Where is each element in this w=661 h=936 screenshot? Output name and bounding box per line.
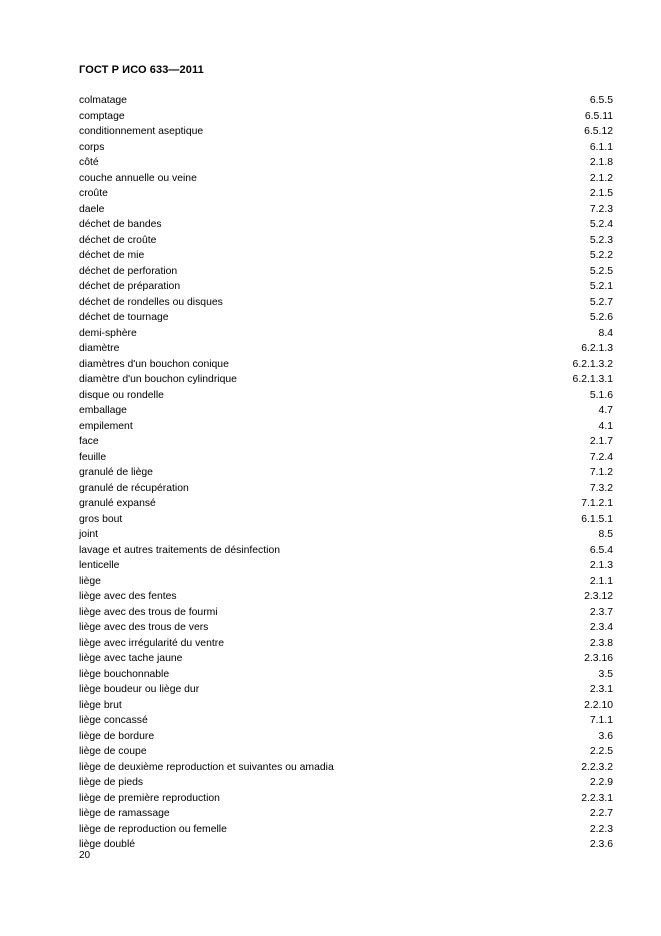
page-header: ГОСТ Р ИСО 633—2011 xyxy=(79,64,204,76)
index-term: déchet de perforation xyxy=(79,265,178,277)
index-entry xyxy=(79,419,613,435)
index-reference: 6.2.1.3.1 xyxy=(572,374,613,385)
index-reference: 6.1.5.1 xyxy=(581,513,613,525)
index-reference: 2.2.5 xyxy=(589,746,613,757)
index-entry xyxy=(79,822,613,838)
index-reference: 3.5 xyxy=(598,668,613,680)
index-reference: 7.2.4 xyxy=(589,451,613,463)
index-term: corps xyxy=(79,141,105,153)
index-entry xyxy=(79,527,613,543)
index-reference: 2.3.7 xyxy=(589,606,613,618)
index-entry xyxy=(79,295,613,311)
index-entry xyxy=(79,620,613,636)
index-entry xyxy=(79,233,613,249)
index-reference: 5.2.4 xyxy=(589,219,613,230)
index-term: liège de coupe xyxy=(79,746,147,757)
index-entry xyxy=(79,217,613,233)
index-reference: 2.1.7 xyxy=(589,436,613,447)
index-reference: 8.5 xyxy=(598,529,613,540)
index-entry xyxy=(79,512,613,528)
index-entry xyxy=(79,558,613,574)
index-list xyxy=(79,93,613,853)
index-reference: 8.4 xyxy=(598,327,613,339)
index-entry xyxy=(79,372,613,388)
index-reference: 3.6 xyxy=(598,730,613,742)
index-reference: 7.1.2.1 xyxy=(581,498,613,509)
index-term: conditionnement aseptique xyxy=(79,126,204,137)
index-term: déchet de tournage xyxy=(79,312,169,323)
index-term: granulé expansé xyxy=(79,498,156,509)
index-entry xyxy=(79,155,613,171)
index-entry xyxy=(79,93,613,109)
index-reference: 2.1.1 xyxy=(589,575,613,587)
index-entry xyxy=(79,326,613,342)
index-reference: 2.3.4 xyxy=(589,622,613,633)
index-term: granulé de récupération xyxy=(79,482,189,494)
index-reference: 2.3.6 xyxy=(589,839,613,850)
index-term: couche annuelle ou veine xyxy=(79,172,197,184)
index-term: liège xyxy=(79,575,101,587)
index-entry xyxy=(79,264,613,280)
index-term: liège de reproduction ou femelle xyxy=(79,823,227,835)
index-reference: 4.7 xyxy=(598,405,613,416)
index-reference: 6.2.1.3.2 xyxy=(572,358,613,370)
index-term: liège de pieds xyxy=(79,777,144,788)
index-term: liège avec irrégularité du ventre xyxy=(79,637,224,649)
index-term: liège doublé xyxy=(79,839,136,850)
index-term: face xyxy=(79,436,99,447)
index-entry xyxy=(79,806,613,822)
index-entry xyxy=(79,667,613,683)
index-term: demi-sphère xyxy=(79,327,137,339)
index-entry xyxy=(79,310,613,326)
index-entry xyxy=(79,729,613,745)
index-term: liège de ramassage xyxy=(79,808,170,819)
index-term: lenticelle xyxy=(79,560,120,571)
index-term: liège concassé xyxy=(79,715,148,726)
page-number: 20 xyxy=(79,850,91,861)
index-term: liège brut xyxy=(79,699,122,711)
index-term: liège boudeur ou liège dur xyxy=(79,684,200,695)
index-entry xyxy=(79,574,613,590)
index-reference: 5.2.2 xyxy=(589,250,613,261)
index-term: déchet de croûte xyxy=(79,234,157,246)
index-reference: 6.5.12 xyxy=(584,126,613,137)
index-term: côté xyxy=(79,157,99,168)
index-term: déchet de préparation xyxy=(79,281,181,292)
index-reference: 2.2.7 xyxy=(589,808,613,819)
index-entry xyxy=(79,775,613,791)
index-term: liège de première reproduction xyxy=(79,792,220,804)
index-term: colmatage xyxy=(79,95,127,106)
index-term: liège avec tache jaune xyxy=(79,653,183,664)
index-entry xyxy=(79,357,613,373)
index-reference: 5.2.3 xyxy=(589,234,613,246)
index-term: croûte xyxy=(79,188,108,199)
index-entry xyxy=(79,186,613,202)
index-term: liège bouchonnable xyxy=(79,668,170,680)
index-reference: 7.2.3 xyxy=(589,203,613,215)
index-term: joint xyxy=(79,529,99,540)
index-reference: 2.1.3 xyxy=(589,560,613,571)
index-term: liège de bordure xyxy=(79,730,155,742)
index-term: liège avec des trous de vers xyxy=(79,622,209,633)
index-term: diamètres d'un bouchon conique xyxy=(79,358,229,370)
index-term: comptage xyxy=(79,110,125,122)
index-entry xyxy=(79,403,613,419)
index-term: déchet de rondelles ou disques xyxy=(79,296,223,308)
index-term: déchet de mie xyxy=(79,250,145,261)
index-term: feuille xyxy=(79,451,107,463)
index-term: gros bout xyxy=(79,513,123,525)
index-entry xyxy=(79,589,613,605)
index-reference: 6.5.11 xyxy=(584,110,613,122)
index-reference: 6.5.4 xyxy=(589,544,613,556)
index-entry xyxy=(79,682,613,698)
index-term: diamètre xyxy=(79,343,120,354)
index-term: liège avec des trous de fourmi xyxy=(79,606,218,618)
index-entry xyxy=(79,140,613,156)
index-term: diamètre d'un bouchon cylindrique xyxy=(79,374,237,385)
index-reference: 2.2.9 xyxy=(589,777,613,788)
index-entry xyxy=(79,837,613,853)
index-reference: 2.3.12 xyxy=(584,591,613,602)
index-entry xyxy=(79,481,613,497)
index-entry xyxy=(79,465,613,481)
index-entry xyxy=(79,434,613,450)
index-reference: 2.3.8 xyxy=(589,637,613,649)
index-entry xyxy=(79,202,613,218)
index-term: disque ou rondelle xyxy=(79,389,164,401)
index-term: daele xyxy=(79,203,105,215)
index-entry xyxy=(79,713,613,729)
index-reference: 6.5.5 xyxy=(589,95,613,106)
index-entry xyxy=(79,496,613,512)
index-reference: 2.2.3.1 xyxy=(581,792,613,804)
index-entry xyxy=(79,341,613,357)
index-entry xyxy=(79,636,613,652)
index-reference: 2.3.16 xyxy=(584,653,613,664)
index-reference: 5.2.5 xyxy=(589,265,613,277)
index-term: liège de deuxième reproduction et suivantes ou amadia xyxy=(79,761,334,773)
index-entry xyxy=(79,651,613,667)
index-reference: 5.2.7 xyxy=(589,296,613,308)
index-term: déchet de bandes xyxy=(79,219,162,230)
index-reference: 7.1.1 xyxy=(589,715,613,726)
index-entry xyxy=(79,698,613,714)
index-entry xyxy=(79,124,613,140)
index-term: lavage et autres traitements de désinfection xyxy=(79,544,281,556)
index-reference: 2.1.5 xyxy=(589,188,613,199)
index-reference: 7.1.2 xyxy=(589,467,613,478)
index-reference: 7.3.2 xyxy=(589,482,613,494)
index-reference: 6.1.1 xyxy=(589,141,613,153)
index-entry xyxy=(79,605,613,621)
index-entry xyxy=(79,109,613,125)
index-term: empilement xyxy=(79,420,133,432)
index-entry xyxy=(79,171,613,187)
index-reference: 2.3.1 xyxy=(589,684,613,695)
index-reference: 2.2.3.2 xyxy=(581,761,613,773)
index-entry xyxy=(79,791,613,807)
index-entry xyxy=(79,388,613,404)
index-entry xyxy=(79,760,613,776)
index-reference: 4.1 xyxy=(598,420,613,432)
index-reference: 5.2.6 xyxy=(589,312,613,323)
index-term: liège avec des fentes xyxy=(79,591,177,602)
index-entry xyxy=(79,279,613,295)
index-term: granulé de liège xyxy=(79,467,153,478)
index-entry xyxy=(79,248,613,264)
index-entry xyxy=(79,450,613,466)
index-reference: 5.2.1 xyxy=(589,281,613,292)
index-reference: 2.2.3 xyxy=(589,823,613,835)
index-reference: 6.2.1.3 xyxy=(581,343,613,354)
index-entry xyxy=(79,543,613,559)
index-reference: 2.2.10 xyxy=(584,699,613,711)
index-reference: 5.1.6 xyxy=(589,389,613,401)
index-term: emballage xyxy=(79,405,127,416)
index-reference: 2.1.2 xyxy=(589,172,613,184)
index-entry xyxy=(79,744,613,760)
index-reference: 2.1.8 xyxy=(589,157,613,168)
